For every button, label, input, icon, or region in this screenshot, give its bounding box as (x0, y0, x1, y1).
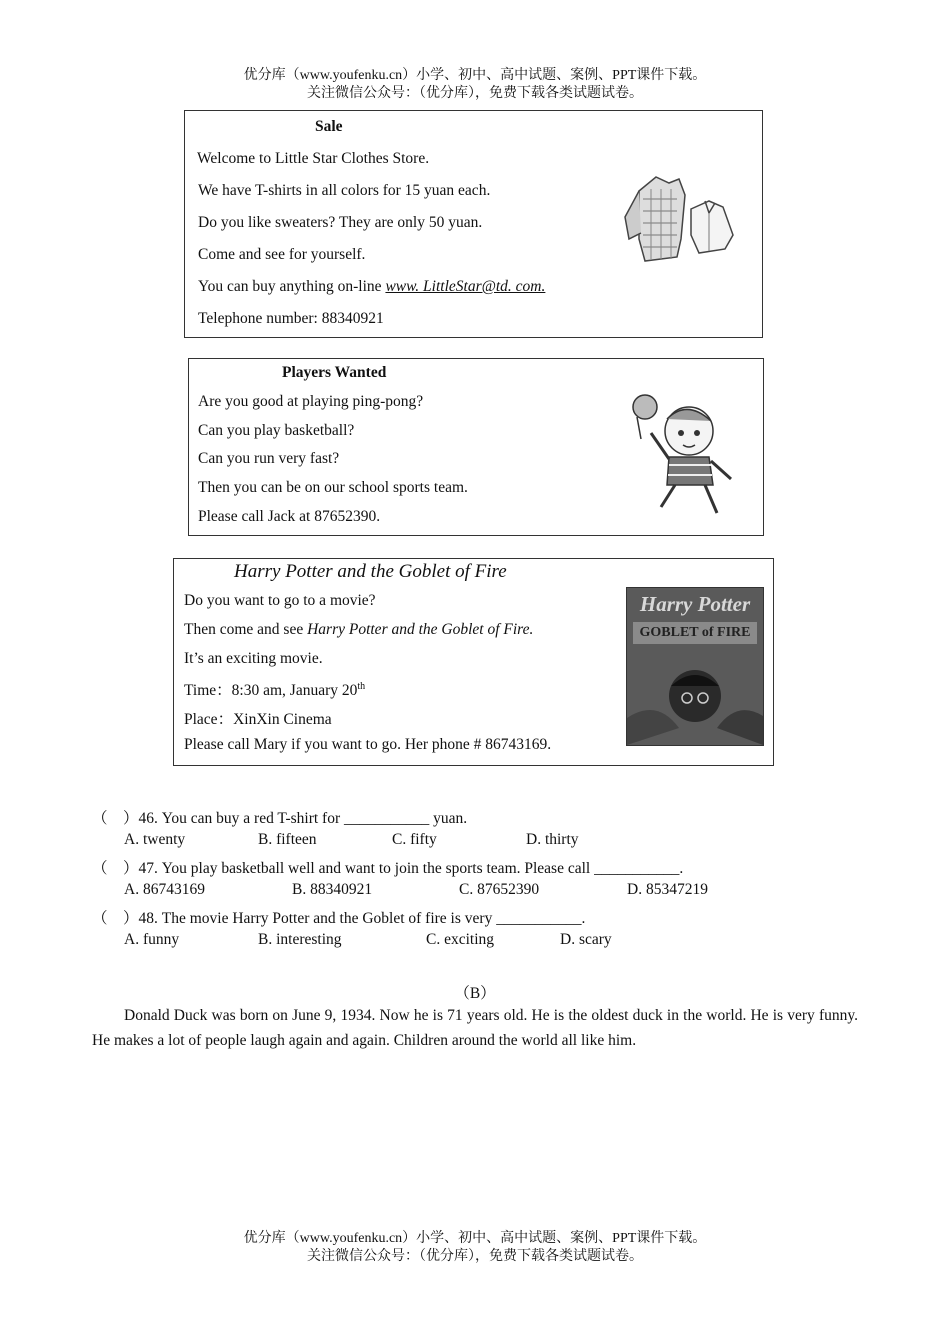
q46-option-b[interactable]: B. fifteen (258, 831, 317, 848)
sale-website-link[interactable]: www. LittleStar@td. com. (385, 278, 546, 295)
movie-see-title: Harry Potter and the Goblet of Fire. (307, 621, 534, 638)
movie-time-suffix: th (357, 680, 366, 692)
header-line-2: 关注微信公众号：（优分库），免费下载各类试题试卷。 (307, 86, 643, 101)
q47-option-b[interactable]: B. 88340921 (292, 881, 373, 898)
movie-time (184, 678, 365, 700)
movie-time-text: Time：8:30 am, January 20 (184, 682, 358, 699)
section-b-paragraph: Donald Duck was born on June 9, 1934. Now he is 71 years old. He is the oldest duck in the world. He is very funny. He makes a lot of people laugh again and again. Children around the world all like him. (92, 1007, 858, 1049)
header-line-1: 优分库（www.youfenku.cn）小学、初中、高中试题、案例、PPT课件下载。 (243, 68, 707, 83)
movie-line (184, 621, 533, 639)
movie-ad-box (173, 558, 774, 766)
movie-call-mary: Please call Mary if you want to go. Her phone # 86743169. (184, 736, 552, 753)
sale-line: Do you like sweaters? They are only 50 yuan. (198, 214, 483, 231)
q46-option-a[interactable]: A. twenty (124, 831, 186, 848)
q46-option-d[interactable]: D. thirty (526, 831, 579, 848)
footer-line-2: 关注微信公众号：（优分库），免费下载各类试题试卷。 (307, 1249, 643, 1264)
players-line: Can you play basketball? (198, 422, 355, 439)
sale-line: Come and see for yourself. (198, 246, 366, 263)
players-line: Then you can be on our school sports team. (198, 479, 468, 496)
movie-place: Place：XinXin Cinema (184, 711, 332, 728)
movie-line: Do you want to go to a movie? (184, 592, 376, 609)
q48-option-d[interactable]: D. scary (560, 931, 612, 948)
movie-title: Harry Potter and the Goblet of Fire (234, 561, 507, 582)
sale-telephone: Telephone number: 88340921 (198, 310, 384, 327)
players-title: Players Wanted (282, 364, 387, 381)
question-47: （ ）47. You play basketball well and want to join the sports team. Please call ___________. (92, 860, 684, 877)
q47-option-c[interactable]: C. 87652390 (459, 881, 540, 898)
players-line: Are you good at playing ping-pong? (198, 393, 424, 410)
q47-option-d[interactable]: D. 85347219 (627, 881, 708, 898)
sale-line: We have T-shirts in all colors for 15 yuan each. (198, 182, 491, 199)
section-b-label: （B） (454, 985, 496, 1002)
ping-pong-boy-icon (627, 389, 743, 519)
question-46: （ ）46. You can buy a red T-shirt for ___________ yuan. (92, 810, 468, 827)
sale-line (198, 278, 545, 296)
q47-option-a[interactable]: A. 86743169 (124, 881, 205, 898)
players-wanted-box (188, 358, 764, 536)
question-48: （ ）48. The movie Harry Potter and the Goblet of fire is very ___________. (92, 910, 586, 927)
sale-ad-box (184, 110, 763, 338)
players-call-jack: Please call Jack at 87652390. (198, 508, 381, 525)
poster-subtitle-text: GOBLET of FIRE (639, 625, 751, 640)
q48-option-a[interactable]: A. funny (124, 931, 180, 948)
footer-line-1: 优分库（www.youfenku.cn）小学、初中、高中试题、案例、PPT课件下载。 (243, 1231, 707, 1246)
movie-line: It’s an exciting movie. (184, 650, 323, 667)
q48-option-c[interactable]: C. exciting (426, 931, 495, 948)
clothes-illustration-icon (621, 169, 737, 265)
sale-line: Welcome to Little Star Clothes Store. (197, 150, 430, 167)
players-line: Can you run very fast? (198, 450, 340, 467)
movie-see-text: Then come and see (184, 621, 308, 638)
q46-option-c[interactable]: C. fifty (392, 831, 437, 848)
harry-potter-poster (626, 587, 764, 746)
q48-option-b[interactable]: B. interesting (258, 931, 342, 948)
sale-online-text: You can buy anything on-line (198, 278, 386, 295)
sale-title: Sale (315, 118, 343, 135)
poster-title-text: Harry Potter (639, 592, 751, 616)
